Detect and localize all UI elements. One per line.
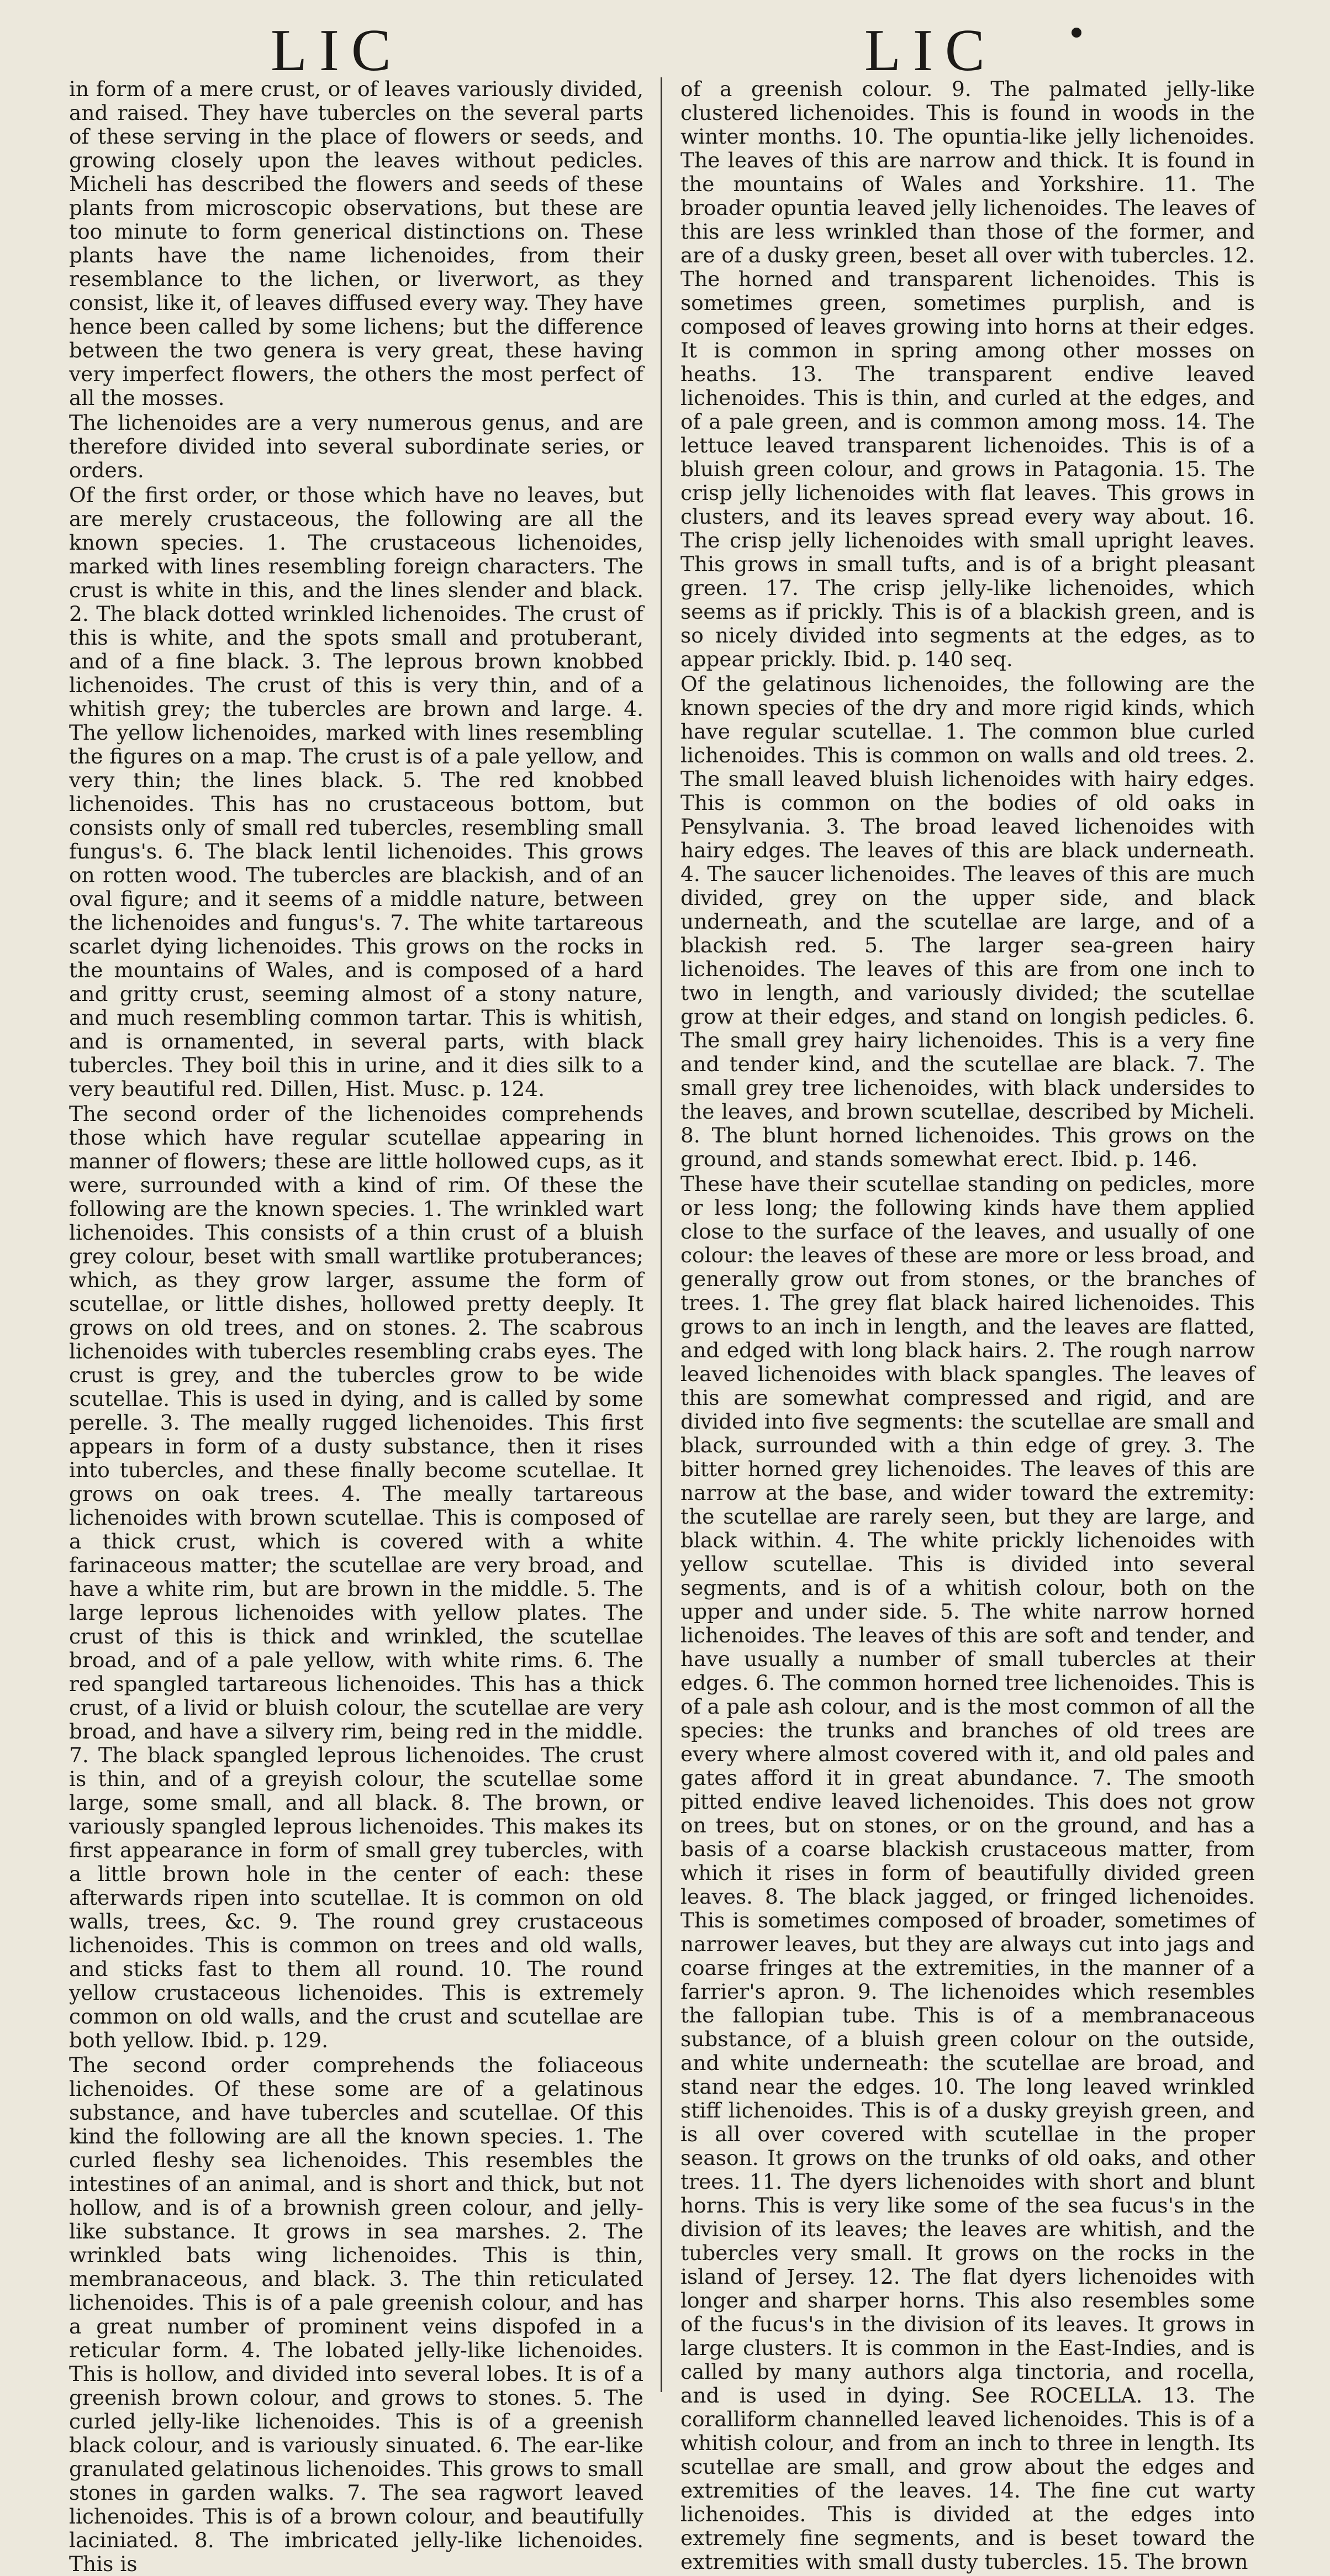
paragraph: of a greenish colour. 9. The palmated jelly-like clustered lichenoides. This is found in woods in the winter months. 10. The opuntia-like jelly lichenoides. The leaves of this are narrow and thick. It is found in the mountains of Wales and Yorkshire. 11. The broader opuntia leaved jelly lichenoides. The leaves of this are less wrinkled than those of the former, and are of a dusky green, beset all over with tubercles. 12. The horned and transparent lichenoides. This is sometimes green, sometimes purplish, and is composed of leaves growing into horns at their edges. It is common in spring among other mosses on heaths. 13. The transparent endive leaved lichenoides. This is thin, and curled at the edges, and of a pale green, and is common among moss. 14. The lettuce leaved transparent lichenoides. This is of a bluish green colour, and grows in Patagonia. 15. The crisp jelly lichenoides with flat leaves. This grows in clusters, and its leaves spread every way about. 16. The crisp jelly lichenoides with small upright leaves. This grows in small tufts, and is of a bright pleasant green. 17. The crisp jelly-like lichenoides, which seems as if prickly. This is of a blackish green, and is so nicely divided into segments at the edges, as to appear prickly. Ibid. p. 140 seq. xyxy=(680,77,1255,671)
running-head-right: LIC xyxy=(864,18,997,83)
paragraph: These have their scutellae standing on pedicles, more or less long; the following kinds have them applied close to the surface of the leaves, and usually of one colour: the leaves of these are more or less broad, and generally grow out from stones, or the branches of trees. 1. The grey flat black haired lichenoides. This grows to an inch in length, and the leaves are flatted, and edged with long black hairs. 2. The rough narrow leaved lichenoides with black spangles. The leaves of this are somewhat compressed and rigid, and are divided into five segments: the scutellae are small and black, surrounded with a thin edge of grey. 3. The bitter horned grey lichenoides. The leaves of this are narrow at the base, and wider toward the extremity: the scutellae are rarely seen, but they are large, and black within. 4. The white prickly lichenoides with yellow scutellae. This is divided into several segments, and is of a whitish colour, both on the upper and under side. 5. The white narrow horned lichenoides. The leaves of this are soft and tender, and have usually a number of small tubercles at their edges. 6. The common horned tree lichenoides. This is of a pale ash colour, and is the most common of all the species: the trunks and branches of old trees are every where almost covered with it, and old pales and gates afford it in great abundance. 7. The smooth pitted endive leaved lichenoides. This does not grow on trees, but on stones, or on the ground, and has a basis of a coarse blackish crustaceous matter, from which it rises in form of beautifully divided green leaves. 8. The black jagged, or fringed lichenoides. This is sometimes composed of broader, sometimes of narrower leaves, but they are always cut into jags and coarse fringes at the extremities, in the manner of a farrier's apron. 9. The lichenoides which resembles the fallopian tube. This is of a membranaceous substance, of a bluish green colour on the outside, and white underneath: the scutellae are broad, and stand near the edges. 10. The long leaved wrinkled stiff lichenoides. This is of a dusky greyish green, and is all over covered with scutellae in the proper season. It grows on the trunks of old oaks, and other trees. 11. The dyers lichenoides with short and blunt horns. This is very like some of the sea fucus's in the division of its leaves; the leaves are whitish, and the tubercles very small. It grows on the rocks in the island of Jersey. 12. The flat dyers lichenoides with longer and sharper horns. This also resembles some of the fucus's in the division of its leaves. It grows in large clusters. It is common in the East-Indies, and is called by many authors alga tinctoria, and rocella, and is used in dying. See ROCELLA. 13. The coralliform channelled leaved lichenoides. This is of a whitish colour, and from an inch to three in length. Its scutellae are small, and grow about the edges and extremities of the leaves. 14. The fine cut warty lichenoides. This is divided at the edges into extremely fine segments, and is beset toward the extremities with small dusty tubercles. 15. The brown xyxy=(680,1172,1255,2574)
paragraph: Of the gelatinous lichenoides, the following are the known species of the dry and more rigid kinds, which have regular scutellae. 1. The common blue curled lichenoides. This is common on walls and old trees. 2. The small leaved bluish lichenoides with hairy edges. This is common on the bodies of old oaks in Pensylvania. 3. The broad leaved lichenoides with hairy edges. The leaves of this are black underneath. 4. The saucer lichenoides. The leaves of this are much divided, grey on the upper side, and black underneath, and the scutellae are large, and of a blackish red. 5. The larger sea-green hairy lichenoides. The leaves of this are from one inch to two in length, and variously divided; the scutellae grow at their edges, and stand on longish pedicles. 6. The small grey hairy lichenoides. This is a very fine and tender kind, and the scutellae are black. 7. The small grey tree lichenoides, with black undersides to the leaves, and brown scutellae, described by Micheli. 8. The blunt horned lichenoides. This grows on the ground, and stands somewhat erect. Ibid. p. 146. xyxy=(680,672,1255,1171)
text-column-left xyxy=(69,77,643,2576)
ornament-dot xyxy=(1072,28,1081,38)
column-divider xyxy=(661,77,662,2392)
paragraph: The second order of the lichenoides comprehends those which have regular scutellae appearing in manner of flowers; these are little hollowed cups, as it were, surrounded with a kind of rim. Of these the following are the known species. 1. The wrinkled wart lichenoides. This consists of a thin crust of a bluish grey colour, beset with small wartlike protuberances; which, as they grow larger, assume the form of scutellae, or little dishes, hollowed pretty deeply. It grows on old trees, and on stones. 2. The scabrous lichenoides with tubercles resembling crabs eyes. The crust is grey, and the tubercles grow to be wide scutellae. This is used in dying, and is called by some perelle. 3. The meally rugged lichenoides. This first appears in form of a dusty substance, then it rises into tubercles, and these finally become scutellae. It grows on oak trees. 4. The meally tartareous lichenoides with brown scutellae. This is composed of a thick crust, which is covered with a white farinaceous matter; the scutellae are very broad, and have a white rim, but are brown in the middle. 5. The large leprous lichenoides with yellow plates. The crust of this is thick and wrinkled, the scutellae broad, and of a pale yellow, with white rims. 6. The red spangled tartareous lichenoides. This has a thick crust, of a livid or bluish colour, the scutellae are very broad, and have a silvery rim, being red in the middle. 7. The black spangled leprous lichenoides. The crust is thin, and of a greyish colour, the scutellae some large, some small, and all black. 8. The brown, or variously spangled leprous lichenoides. This makes its first appearance in form of small grey tubercles, with a little brown hole in the center of each: these afterwards ripen into scutellae. It is common on old walls, trees, &c. 9. The round grey crustaceous lichenoides. This is common on trees and old walls, and sticks fast to them all round. 10. The round yellow crustaceous lichenoides. This is extremely common on old walls, and the crust and scutellae are both yellow. Ibid. p. 129. xyxy=(69,1102,643,2052)
paragraph: in form of a mere crust, or of leaves variously divided, and raised. They have tubercles on the several parts of these serving in the place of flowers or seeds, and growing closely upon the leaves without pedicles. Micheli has described the flowers and seeds of these plants from microscopic observations, but these are too minute to form generical distinctions on. These plants have the name lichenoides, from their resemblance to the lichen, or liverwort, as they consist, like it, of leaves diffused every way. They have hence been called by some lichens; but the difference between the two genera is very great, these having very imperfect flowers, the others the most perfect of all the mosses. xyxy=(69,77,643,410)
paragraph: The second order comprehends the foliaceous lichenoides. Of these some are of a gelatinous substance, and have tubercles and scutellae. Of this kind the following are all the known species. 1. The curled fleshy sea lichenoides. This resembles the intestines of an animal, and is short and thick, but not hollow, and is of a brownish green colour, and jelly-like substance. It grows in sea marshes. 2. The wrinkled bats wing lichenoides. This is thin, membranaceous, and black. 3. The thin reticulated lichenoides. This is of a pale greenish colour, and has a great number of prominent veins dispofed in a reticular form. 4. The lobated jelly-like lichenoides. This is hollow, and divided into several lobes. It is of a greenish brown colour, and grows to stones. 5. The curled jelly-like lichenoides. This is of a greenish black colour, and is variously sinuated. 6. The ear-like granulated gelatinous lichenoides. This grows to small stones in garden walks. 7. The sea ragwort leaved lichenoides. This is of a brown colour, and beautifully laciniated. 8. The imbricated jelly-like lichenoides. This is xyxy=(69,2053,643,2576)
running-head-left: LIC xyxy=(271,18,403,83)
text-column-right xyxy=(680,77,1255,2574)
paragraph: Of the first order, or those which have no leaves, but are merely crustaceous, the following are all the known species. 1. The crustaceous lichenoides, marked with lines resembling foreign characters. The crust is white in this, and the lines slender and black. 2. The black dotted wrinkled lichenoides. The crust of this is white, and the spots small and protuberant, and of a fine black. 3. The leprous brown knobbed lichenoides. The crust of this is very thin, and of a whitish grey; the tubercles are brown and large. 4. The yellow lichenoides, marked with lines resembling the figures on a map. The crust is of a pale yellow, and very thin; the lines black. 5. The red knobbed lichenoides. This has no crustaceous bottom, but consists only of small red tubercles, resembling small fungus's. 6. The black lentil lichenoides. This grows on rotten wood. The tubercles are blackish, and of an oval figure; and it seems of a middle nature, between the lichenoides and fungus's. 7. The white tartareous scarlet dying lichenoides. This grows on the rocks in the mountains of Wales, and is composed of a hard and gritty crust, seeming almost of a stony nature, and much resembling common tartar. This is whitish, and is ornamented, in several parts, with black tubercles. They boil this in urine, and it dies silk to a very beautiful red. Dillen, Hist. Musc. p. 124. xyxy=(69,483,643,1101)
paragraph: The lichenoides are a very numerous genus, and are therefore divided into several subordinate series, or orders. xyxy=(69,410,643,482)
